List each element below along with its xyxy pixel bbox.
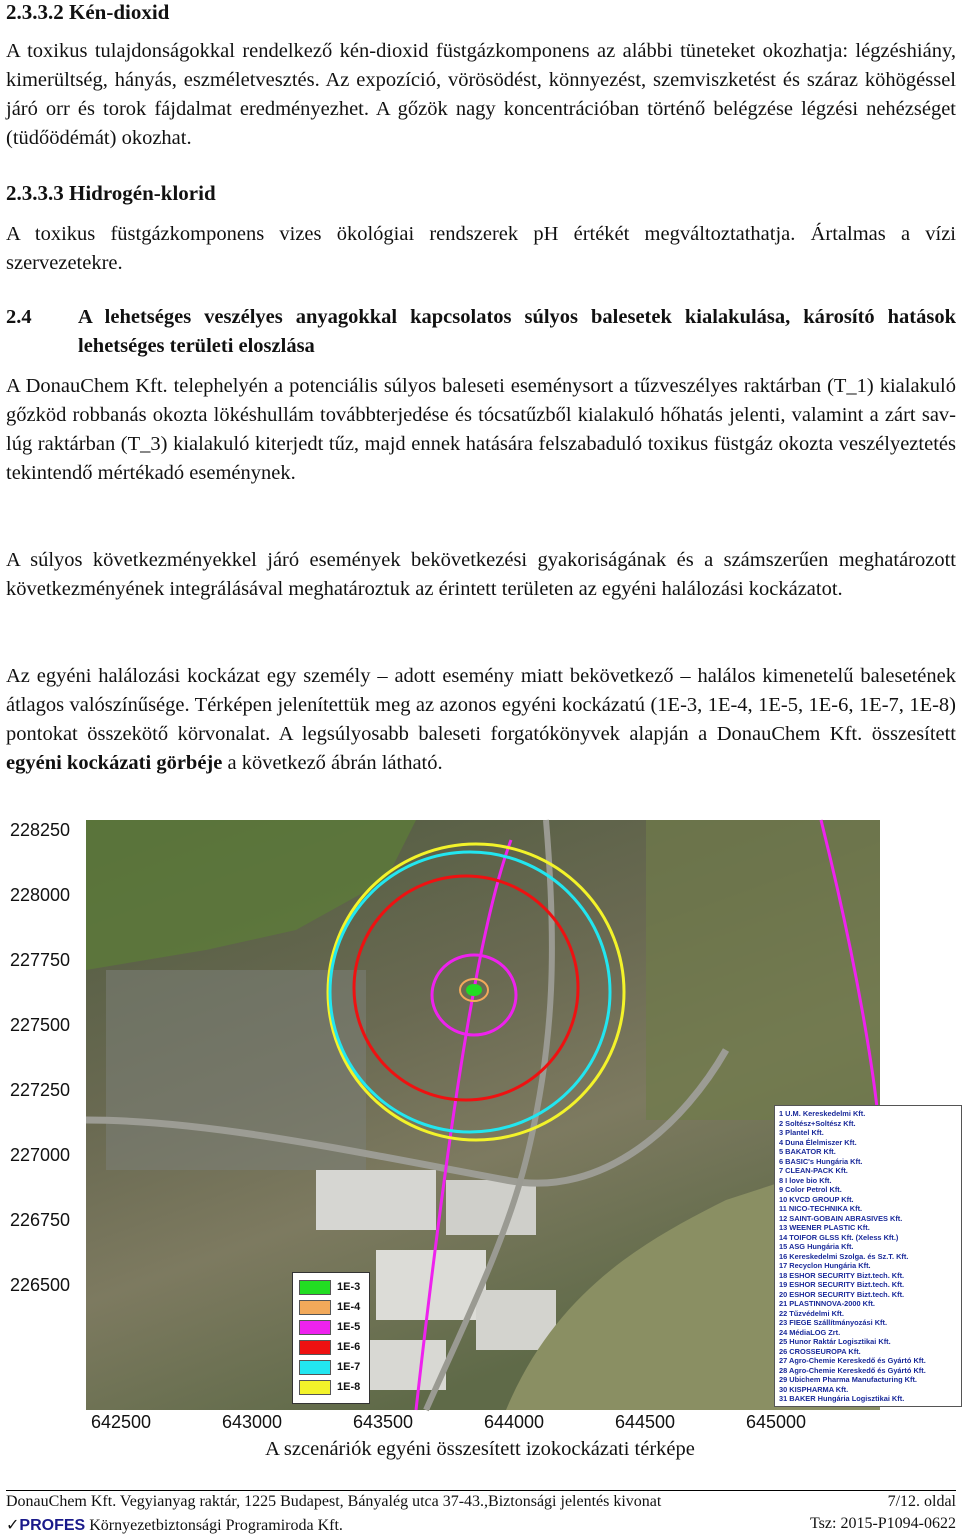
isorisk-map-figure <box>6 814 960 1434</box>
company-list-item: 31 BAKER Hungária Logisztikai Kft. <box>779 1394 905 1403</box>
section-heading-2-4 <box>6 303 956 361</box>
legend-label: 1E-5 <box>337 1321 361 1333</box>
paragraph-risk-integration: A súlyos következményekkel járó események bekövetkezési gyakoriságának és a számszerűen meghatározott következményének integrálásával meghatároztuk az érintett területen az egyéni halálozási kockázatot. <box>6 549 956 600</box>
company-list-item: 13 WEENER PLASTIC Kft. <box>779 1223 870 1232</box>
legend-item <box>299 1339 360 1355</box>
y-tick-label: 226750 <box>10 1210 71 1230</box>
contour-1e-3 <box>467 985 481 995</box>
legend-swatch <box>299 1340 331 1355</box>
y-tick-label: 228250 <box>10 820 71 840</box>
y-tick-label: 227250 <box>10 1080 71 1100</box>
legend-swatch <box>299 1280 331 1295</box>
legend-swatch <box>299 1320 331 1335</box>
paragraph-hidrogen-klorid: A toxikus füstgázkomponens vizes ökológiai rendszerek pH értékét megváltoztathatja. Ártalmas a vízi szervezetekre. <box>6 223 956 274</box>
bold-run: egyéni kockázati görbéje <box>6 752 223 774</box>
section-title-kendioxid: 2.3.3.2 Kén-dioxid <box>6 0 170 24</box>
company-list-item: 3 Plantel Kft. <box>779 1128 824 1137</box>
company-list-item: 20 ESHOR SECURITY Bizt.tech. Kft. <box>779 1289 905 1299</box>
footer-page-number: 7/12. oldal <box>887 1493 956 1510</box>
x-tick-label: 643000 <box>221 1412 283 1432</box>
y-tick-label: 227000 <box>10 1145 71 1165</box>
company-list-item: 15 ASG Hungária Kft. <box>779 1242 854 1251</box>
legend-label: 1E-6 <box>337 1341 361 1353</box>
legend-swatch <box>299 1300 331 1315</box>
aerial-map <box>86 820 926 1410</box>
company-list-item: 4 Duna Élelmiszer Kft. <box>779 1137 857 1147</box>
warehouse <box>316 1170 436 1230</box>
company-list-item: 17 Recyclon Hungária Kft. <box>779 1261 871 1270</box>
company-list-item: 16 Kereskedelmi Szolga. és Sz.T. Kft. <box>779 1251 909 1261</box>
x-tick-label: 645000 <box>745 1412 807 1432</box>
map-drawing <box>86 820 880 1410</box>
company-list-item: 10 KVCD GROUP Kft. <box>779 1194 854 1204</box>
company-list <box>774 1105 962 1407</box>
legend-item <box>299 1379 360 1395</box>
figure-caption: A szcenáriók egyéni összesített izokockázati térképe <box>265 1438 695 1460</box>
y-tick-label: 228000 <box>10 885 71 905</box>
footer-reference: Tsz: 2015-P1094-0622 <box>810 1515 956 1532</box>
company-list-item: 30 KISPHARMA Kft. <box>779 1384 849 1394</box>
footer-company-name: Környezetbiztonsági Programiroda Kft. <box>85 1517 343 1534</box>
y-axis-labels <box>6 814 86 1434</box>
company-list-item: 5 BAKATOR Kft. <box>779 1147 836 1156</box>
paragraph-individual-risk <box>6 662 956 778</box>
legend-swatch <box>299 1360 331 1375</box>
y-tick-label: 226500 <box>10 1275 71 1295</box>
residential-area <box>646 820 880 1120</box>
risk-legend <box>292 1272 370 1404</box>
section-title-hidrogen-klorid: 2.3.3.3 Hidrogén-klorid <box>6 181 216 205</box>
legend-item <box>299 1279 360 1295</box>
x-axis-labels <box>86 1412 880 1434</box>
company-list-item: 22 Tűzvédelmi Kft. <box>779 1308 844 1318</box>
field-area <box>86 820 416 970</box>
paragraph-kendioxid: A toxikus tulajdonságokkal rendelkező kén-dioxid füstgázkomponens az alábbi tüneteket okozhatja: légzéshiány, kimerültség, hányás, eszméletvesztés. Az expozíció, vörösödést, könnyezést, szemviszketést és száraz köhögéssel járó orr és torok fájdalmat eredményezhet. A gőzök nagy koncentrációban történő belégzése légzési nehézséget (tüdőödémát) okozhat. <box>6 40 956 149</box>
company-list-item: 25 Hunor Raktár Logisztikai Kft. <box>779 1337 891 1346</box>
company-list-item: 28 Agro-Chemie Kereskedő és Gyártó Kft. <box>779 1365 926 1375</box>
legend-item <box>299 1359 360 1375</box>
company-list-item: 6 BASIC's Hungária Kft. <box>779 1156 863 1166</box>
legend-label: 1E-4 <box>337 1301 361 1313</box>
warehouse <box>446 1180 536 1235</box>
footer-line-2 <box>6 1515 956 1535</box>
legend-label: 1E-3 <box>337 1281 361 1293</box>
contour-1e-6 <box>354 876 578 1100</box>
company-list-item: 2 Soltész+Soltész Kft. <box>779 1118 856 1128</box>
company-list-item: 8 I love bio Kft. <box>779 1175 832 1185</box>
legend-swatch <box>299 1380 331 1395</box>
section-heading-text: A lehetséges veszélyes anyagokkal kapcsolatos súlyos balesetek kialakulása, károsító hatások lehetséges területi eloszlása <box>78 306 956 357</box>
footer-document-info: DonauChem Kft. Vegyianyag raktár, 1225 Budapest, Bányalég utca 37-43.,Biztonsági jelentés kivonat <box>6 1493 662 1510</box>
legend-label: 1E-8 <box>337 1381 361 1393</box>
check-icon: ✓ <box>6 1517 20 1534</box>
legend-label: 1E-7 <box>337 1361 361 1373</box>
company-list-item: 27 Agro-Chemie Kereskedő és Gyártó Kft. <box>779 1356 926 1365</box>
company-list-item: 7 CLEAN-PACK Kft. <box>779 1166 848 1175</box>
text-run: Az egyéni halálozási kockázat egy személy – adott esemény miatt bekövetkező – halálos kimenetelű balesetének átlagos valószínűsége. Térképen jelenítettük meg az azonos egyéni kockázatú (1E-3, 1E-4, 1E-5, 1E-6, 1E-7, 1E-8) pontokat összekötő körvonalat. A legsúlyosabb baleseti forgatókönyvek alapján a DonauChem Kft. összesített <box>6 665 956 745</box>
footer-company <box>6 1515 343 1535</box>
x-tick-label: 642500 <box>90 1412 152 1432</box>
x-tick-label: 644000 <box>483 1412 545 1432</box>
company-list-item: 29 Ubichem Pharma Manufacturing Kft. <box>779 1375 917 1384</box>
x-tick-label: 643500 <box>352 1412 414 1432</box>
company-list-item: 18 ESHOR SECURITY Bizt.tech. Kft. <box>779 1270 905 1280</box>
company-list-item: 14 TOIFOR GLSS Kft. (Xeless Kft.) <box>779 1232 899 1242</box>
company-list-item: 19 ESHOR SECURITY Bizt.tech. Kft. <box>779 1280 905 1289</box>
legend-item <box>299 1319 360 1335</box>
x-tick-label: 644500 <box>614 1412 676 1432</box>
footer-line-1 <box>6 1493 956 1511</box>
y-tick-label: 227500 <box>10 1015 71 1035</box>
legend-item <box>299 1299 360 1315</box>
y-tick-label: 227750 <box>10 950 71 970</box>
company-list-item: 23 FIEGE Szállítmányozási Kft. <box>779 1318 888 1327</box>
company-list-item: 11 NICO-TECHNIKA Kft. <box>779 1204 863 1213</box>
company-list-item: 21 PLASTINNOVA-2000 Kft. <box>779 1299 875 1308</box>
text-run: a következő ábrán látható. <box>222 752 443 774</box>
profes-logo: PROFES <box>19 1517 86 1534</box>
section-number: 2.4 <box>6 306 32 328</box>
company-list-item: 12 SAINT-GOBAIN ABRASIVES Kft. <box>779 1213 903 1223</box>
company-list-item: 9 Color Petrol Kft. <box>779 1185 842 1194</box>
company-list-item: 26 CROSSEUROPA Kft. <box>779 1346 861 1356</box>
footer-divider <box>6 1490 956 1491</box>
paragraph-scenario: A DonauChem Kft. telephelyén a potenciális súlyos baleseti eseménysort a tűzveszélyes raktárban (T_1) kialakuló gőzköd robbanás okozta lökéshullám továbbterjedése és tócsatűzből kialakuló hőhatás jelenti, valamint a zárt sav-lúg raktárban (T_3) kialakuló kiterjedt tűz, majd ennek hatására felszabaduló toxikus füstgáz okozta veszélyeztetés tekintendő mértékadó eseménynek. <box>6 375 956 484</box>
company-list-item: 1 U.M. Kereskedelmi Kft. <box>779 1109 866 1118</box>
company-list-item: 24 MédiaLOG Zrt. <box>779 1327 841 1337</box>
